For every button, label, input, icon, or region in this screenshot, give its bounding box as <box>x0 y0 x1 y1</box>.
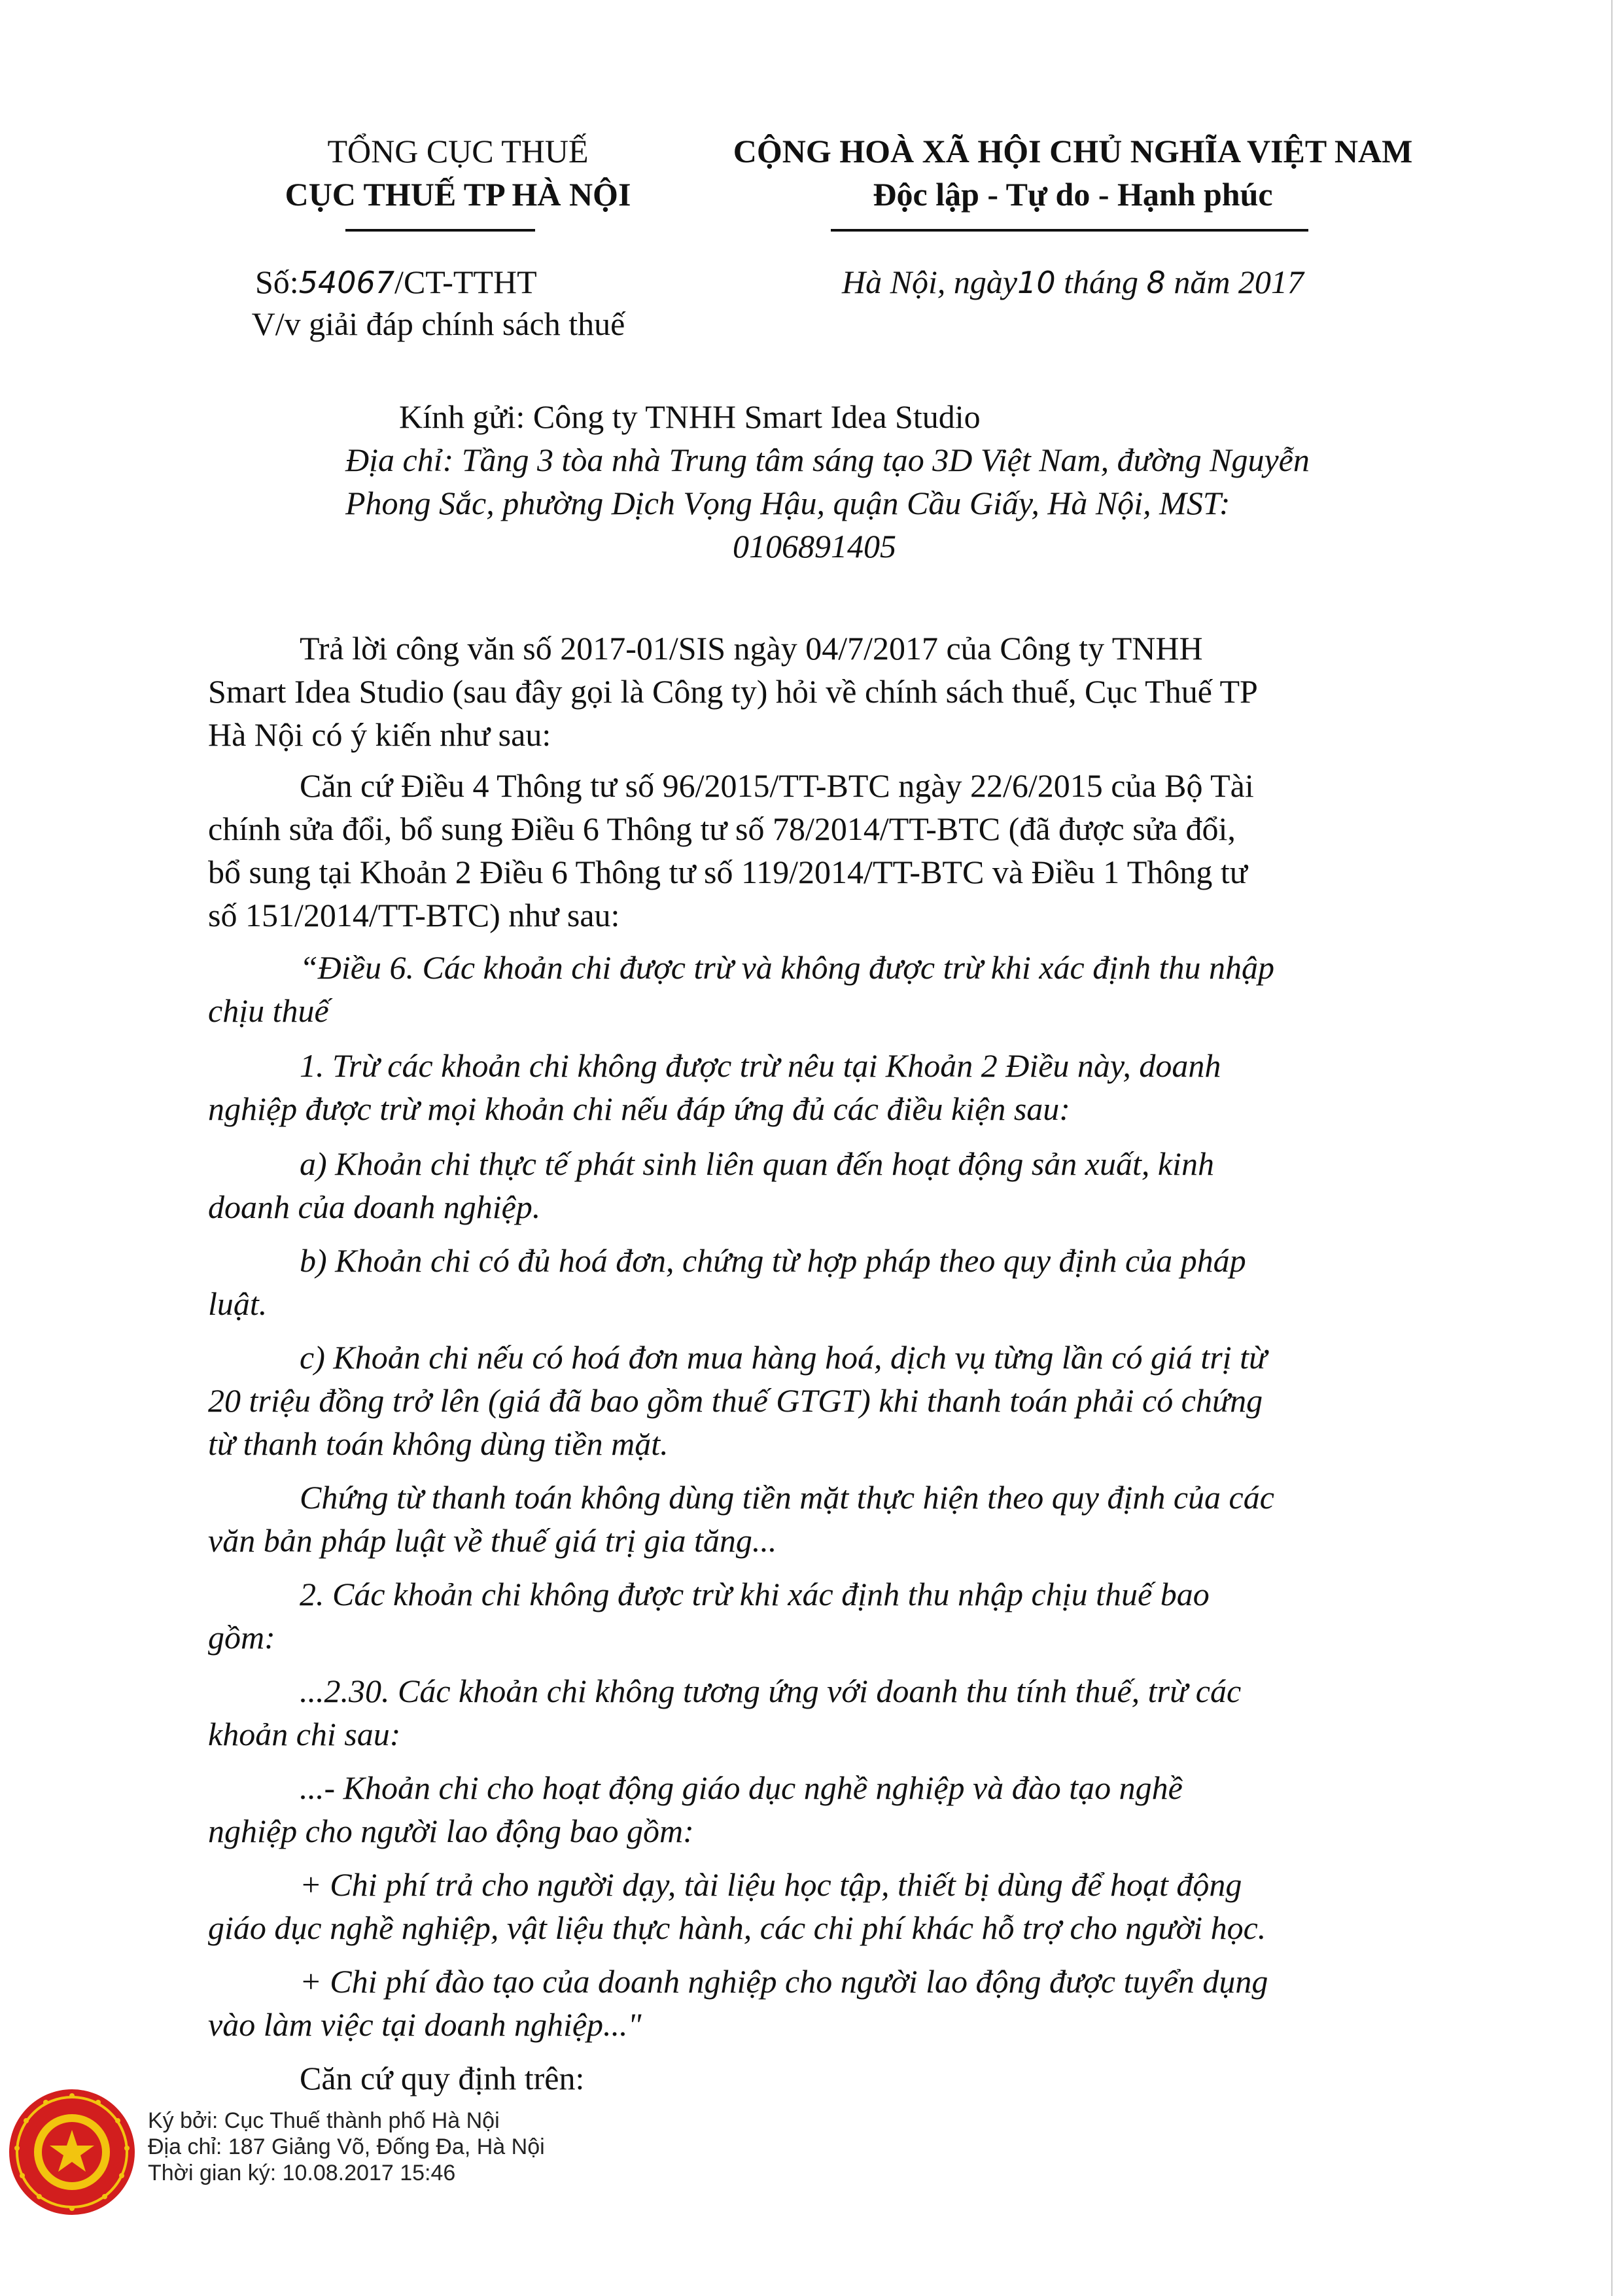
date-month-handwritten: 8 <box>1146 265 1166 300</box>
text-line: bổ sung tại Khoản 2 Điều 6 Thông tư số 119/2014/TT-BTC và Điều 1 Thông tư <box>208 854 1248 890</box>
text-line: “Điều 6. Các khoản chi được trừ và không được trừ khi xác định thu nhập <box>300 949 1274 986</box>
text-line: b) Khoản chi có đủ hoá đơn, chứng từ hợp pháp theo quy định của pháp <box>300 1242 1246 1279</box>
text-line: 1. Trừ các khoản chi không được trừ nêu tại Khoản 2 Điều này, doanh <box>300 1047 1221 1084</box>
digital-signature-block <box>148 2108 545 2186</box>
text-line: khoản chi sau: <box>208 1716 401 1752</box>
text-line: doanh của doanh nghiệp. <box>208 1189 541 1225</box>
text-line: nghiệp cho người lao động bao gồm: <box>208 1813 694 1849</box>
document-number-suffix: /CT-TTHT <box>394 264 537 300</box>
quote-clause-2 <box>208 1573 1451 1659</box>
text-line: Căn cứ quy định trên: <box>300 2060 585 2096</box>
text-line: Hà Nội có ý kiến như sau: <box>208 716 551 753</box>
text-line: Chứng từ thanh toán không dùng tiền mặt thực hiện theo quy định của các <box>300 1479 1274 1516</box>
text-line: ...2.30. Các khoản chi không tương ứng với doanh thu tính thuế, trừ các <box>300 1673 1242 1709</box>
quote-point-2-30 <box>208 1669 1451 1756</box>
state-emblem-seal-icon <box>7 2087 137 2218</box>
document-number-handwritten: 54067 <box>298 265 395 300</box>
date-prefix: Hà Nội, ngày <box>842 264 1018 300</box>
paragraph-basis-conclusion <box>208 2057 1451 2100</box>
quote-noncash-vouchers <box>208 1476 1451 1562</box>
text-line: ...- Khoản chi cho hoạt động giáo dục nghề nghiệp và đào tạo nghề <box>300 1769 1183 1806</box>
recipient-address-2: Phong Sắc, phường Dịch Vọng Hậu, quận Cầu Giấy, Hà Nội, MST: <box>345 485 1230 521</box>
text-line: văn bản pháp luật về thuế giá trị gia tăng... <box>208 1522 777 1559</box>
recipient-address-1: Địa chỉ: Tầng 3 tòa nhà Trung tâm sáng tạo 3D Việt Nam, đường Nguyễn <box>345 442 1310 478</box>
signature-address: Địa chỉ: 187 Giảng Võ, Đống Đa, Hà Nội <box>148 2134 545 2159</box>
text-line: c) Khoản chi nếu có hoá đơn mua hàng hoá, dịch vụ từng lần có giá trị từ <box>300 1339 1267 1376</box>
quote-point-c <box>208 1336 1451 1465</box>
text-line: nghiệp được trừ mọi khoản chi nếu đáp ứng đủ các điều kiện sau: <box>208 1090 1070 1127</box>
text-line: từ thanh toán không dùng tiền mặt. <box>208 1425 669 1462</box>
header-right-rule <box>831 229 1308 232</box>
quote-training-costs <box>208 1960 1451 2046</box>
quote-vocational-training <box>208 1766 1451 1852</box>
header-agency: TỔNG CỤC THUẾ <box>327 133 589 169</box>
text-line: Smart Idea Studio (sau đây gọi là Công ty) hỏi về chính sách thuế, Cục Thuế TP <box>208 673 1258 710</box>
quote-teacher-costs <box>208 1863 1451 1949</box>
header-left-rule <box>345 229 535 232</box>
document-date <box>759 260 1387 304</box>
quote-clause-1 <box>208 1044 1451 1130</box>
text-line: a) Khoản chi thực tế phát sinh liên quan đến hoạt động sản xuất, kinh <box>300 1145 1214 1182</box>
text-line: chịu thuế <box>208 992 329 1029</box>
header-department: CỤC THUẾ TP HÀ NỘI <box>285 176 631 213</box>
paragraph-reply <box>208 627 1451 756</box>
recipient-line: Kính gửi: Công ty TNHH Smart Idea Studio <box>399 398 981 435</box>
signature-signed-by: Ký bởi: Cục Thuế thành phố Hà Nội <box>148 2108 500 2133</box>
quote-article-6 <box>208 946 1451 1032</box>
quote-point-b <box>208 1239 1451 1325</box>
text-line: số 151/2014/TT-BTC) như sau: <box>208 897 620 933</box>
text-line: Trả lời công văn số 2017-01/SIS ngày 04/7/2017 của Công ty TNHH <box>300 630 1203 667</box>
header-motto: Độc lập - Tự do - Hạnh phúc <box>873 176 1273 213</box>
quote-point-a <box>208 1142 1451 1228</box>
signature-time: Thời gian ký: 10.08.2017 15:46 <box>148 2161 456 2185</box>
text-line: Căn cứ Điều 4 Thông tư số 96/2015/TT-BTC ngày 22/6/2015 của Bộ Tài <box>300 767 1254 804</box>
date-day-handwritten: 10 <box>1017 265 1056 300</box>
header-country: CỘNG HOÀ XÃ HỘI CHỦ NGHĨA VIỆT NAM <box>733 133 1413 169</box>
recipient-tax-code: 0106891405 <box>733 528 896 565</box>
text-line: 20 triệu đồng trở lên (giá đã bao gồm thuế GTGT) khi thanh toán phải có chứng <box>208 1382 1263 1419</box>
paragraph-legal-basis <box>208 764 1451 937</box>
text-line: chính sửa đổi, bổ sung Điều 6 Thông tư số 78/2014/TT-BTC (đã được sửa đổi, <box>208 810 1236 847</box>
text-line: gồm: <box>208 1619 275 1656</box>
document-number <box>255 260 595 304</box>
text-line: 2. Các khoản chi không được trừ khi xác định thu nhập chịu thuế bao <box>300 1576 1210 1612</box>
text-line: luật. <box>208 1285 268 1322</box>
document-subject: V/v giải đáp chính sách thuế <box>251 305 625 342</box>
text-line: vào làm việc tại doanh nghiệp..." <box>208 2006 642 2043</box>
document-number-prefix: Số: <box>255 264 299 300</box>
text-line: + Chi phí đào tạo của doanh nghiệp cho người lao động được tuyển dụng <box>300 1963 1268 2000</box>
text-line: + Chi phí trả cho người dạy, tài liệu học tập, thiết bị dùng để hoạt động <box>300 1866 1242 1903</box>
page-edge-line <box>1611 0 1613 2296</box>
text-line: giáo dục nghề nghiệp, vật liệu thực hành, các chi phí khác hỗ trợ cho người học. <box>208 1909 1266 1946</box>
date-year: năm 2017 <box>1165 264 1304 300</box>
date-month-label: tháng <box>1055 264 1147 300</box>
